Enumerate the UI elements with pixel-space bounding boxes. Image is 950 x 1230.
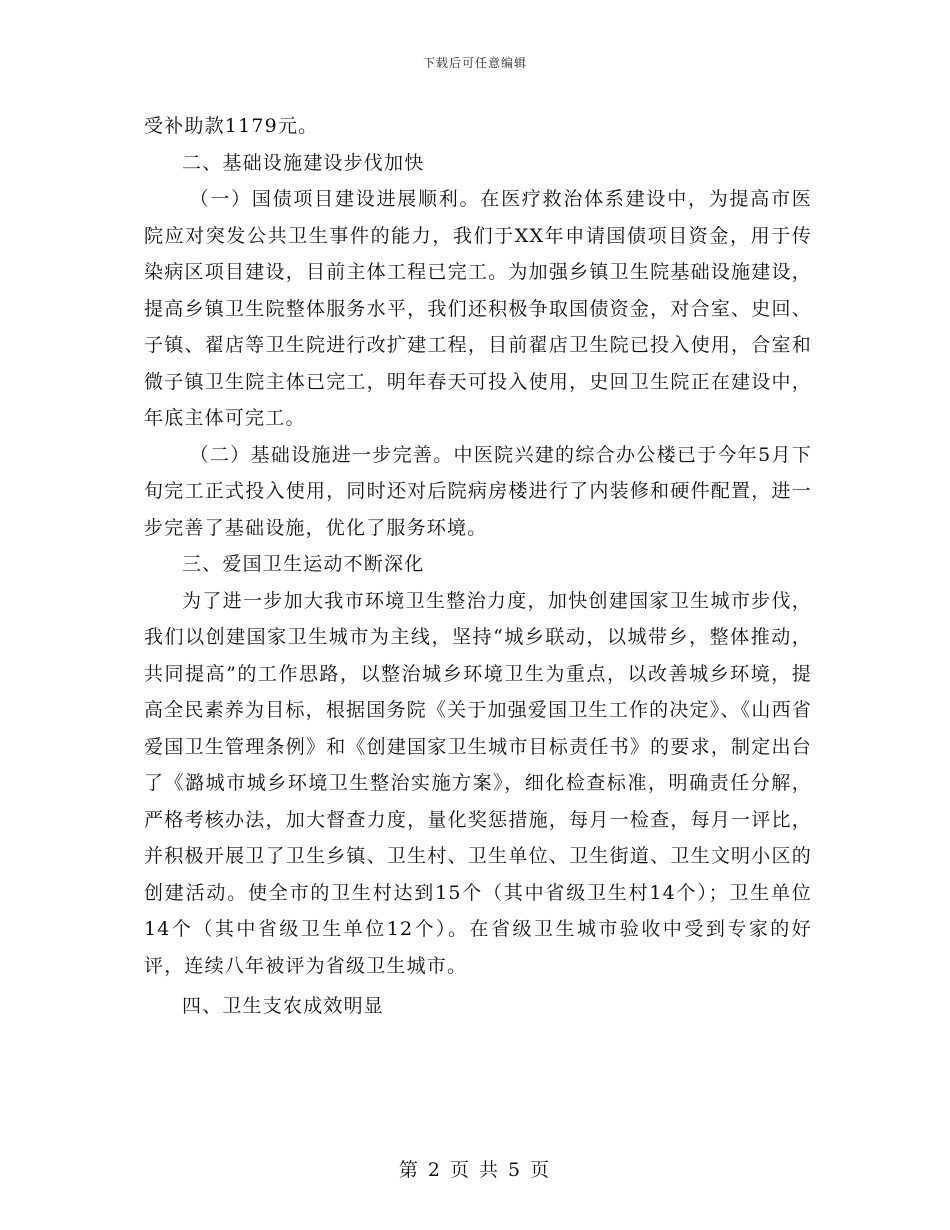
document-body xyxy=(144,108,812,1025)
section-heading-patriotic-health: 三、爱国卫生运动不断深化 xyxy=(182,553,425,575)
paragraph-subsidy-tail: 受补助款1179元。 xyxy=(144,115,319,137)
page-number-footer: 第 2 页 共 5 页 xyxy=(398,1159,552,1181)
section-heading-infrastructure: 二、基础设施建设步伐加快 xyxy=(182,151,425,174)
section-heading-rural-support: 四、卫生支农成效明显 xyxy=(182,995,385,1017)
page-header-note: 下载后可任意编辑 xyxy=(422,56,527,70)
paragraph-health-city-campaign: 为了进一步加大我市环境卫生整治力度，加快创建国家卫生城市步伐，我们以创建国家卫生城市为主线，坚持“城乡联动，以城带乡，整体推动，共同提高”的工作思路，以整治城乡环境卫生为重点，以改善城乡环境，提高全民素养为目标，根据国务院《关于加强爱国卫生工作的决定》、《山西省爱国卫生管理条例》和《创建国家卫生城市目标责任书》的要求，制定出台了《潞城市城乡环境卫生整治实施方案》，细化检查标准，明确责任分解，严格考核办法，加大督查力度，量化奖惩措施，每月一检查，每月一评比，并积极开展卫了卫生乡镇、卫生村、卫生单位、卫生街道、卫生文明小区的创建活动。使全市的卫生村达到15个（其中省级卫生村14个）；卫生单位14个（其中省级卫生单位12个）。在省级卫生城市验收中受到专家的好评，连续八年被评为省级卫生城市。 xyxy=(144,589,812,977)
paragraph-national-debt-projects: （一）国债项目建设进展顺利。在医疗救治体系建设中，为提高市医院应对突发公共卫生事件的能力，我们于XX年申请国债项目资金，用于传染病区项目建设，目前主体工程已完工。为加强乡镇卫生院基础设施建设，提高乡镇卫生院整体服务水平，我们还积极争取国债资金，对合室、史回、子镇、翟店等卫生院进行改扩建工程，目前翟店卫生院已投入使用，合室和微子镇卫生院主体已完工，明年春天可投入使用，史回卫生院正在建设中，年底主体可完工。 xyxy=(144,188,812,429)
paragraph-infrastructure-improvement: （二）基础设施进一步完善。中医院兴建的综合办公楼已于今年5月下旬完工正式投入使用，同时还对后院病房楼进行了内装修和硬件配置，进一步完善了基础设施，优化了服务环境。 xyxy=(144,443,812,539)
